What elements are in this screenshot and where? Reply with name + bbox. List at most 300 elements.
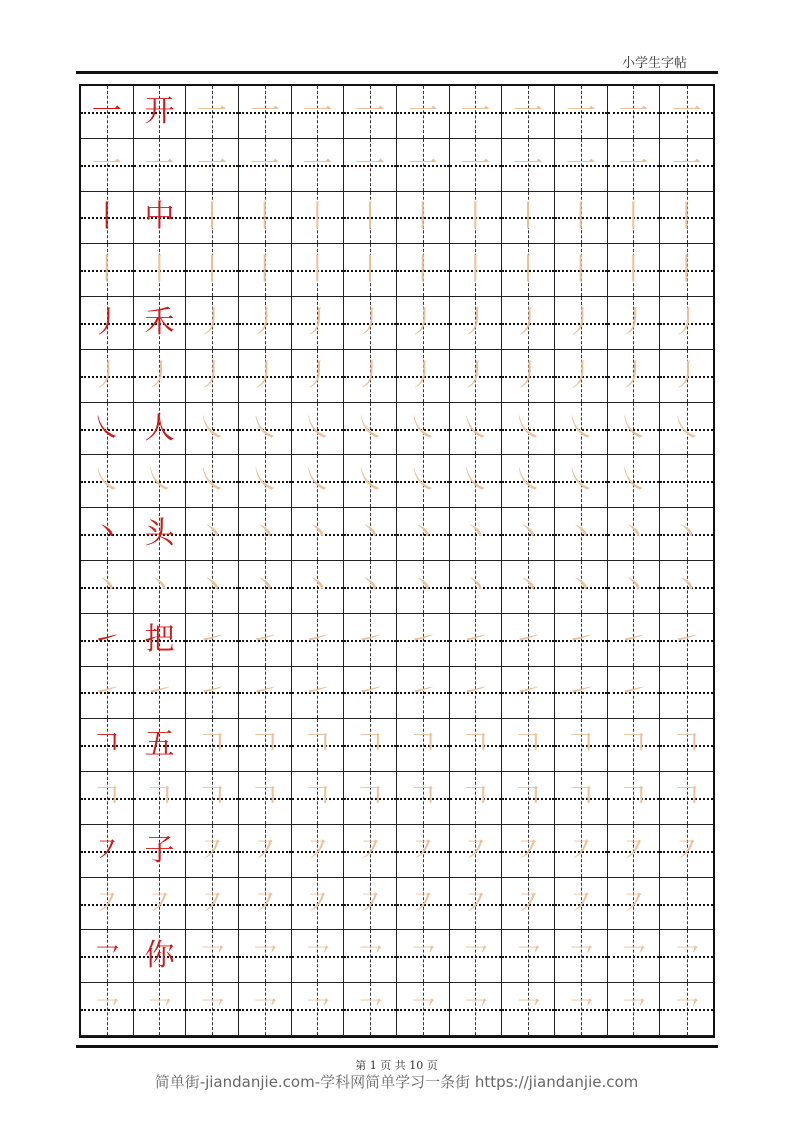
guide-stroke: 丨 — [618, 252, 649, 288]
guide-stroke: 一 — [249, 146, 280, 182]
grid-cell — [134, 508, 187, 561]
model-stroke: ㇖ — [91, 938, 122, 974]
model-stroke: 丨 — [91, 199, 122, 235]
guide-stroke: ㇖ — [355, 938, 386, 974]
guide-stroke: 𠃍 — [671, 779, 702, 815]
guide-stroke: ㇇ — [513, 832, 544, 868]
grid-cell — [239, 983, 292, 1036]
grid-cell — [502, 719, 555, 772]
guide-stroke: ㇀ — [407, 674, 438, 710]
grid-cell — [292, 455, 345, 508]
guide-stroke: 丨 — [513, 252, 544, 288]
guide-stroke: 丿 — [671, 357, 702, 393]
guide-stroke: 一 — [513, 93, 544, 129]
guide-stroke: 丶 — [197, 568, 228, 604]
grid-cell — [397, 350, 450, 403]
grid-cell — [660, 297, 713, 350]
guide-stroke: 丨 — [407, 252, 438, 288]
guide-stroke: 丶 — [407, 516, 438, 552]
grid-cell — [502, 508, 555, 561]
guide-stroke: ㇇ — [460, 832, 491, 868]
guide-stroke: ㇖ — [671, 991, 702, 1027]
guide-stroke: ㇏ — [460, 463, 491, 499]
grid-cell — [134, 244, 187, 297]
grid-cell — [450, 139, 503, 192]
guide-stroke: 丨 — [144, 252, 175, 288]
guide-stroke: ㇖ — [513, 938, 544, 974]
grid-cell — [555, 719, 608, 772]
grid-cell — [239, 139, 292, 192]
grid-cell — [81, 508, 134, 561]
model-stroke: ㇇ — [91, 832, 122, 868]
grid-cell — [450, 825, 503, 878]
guide-stroke: ㇀ — [91, 674, 122, 710]
grid-cell — [555, 983, 608, 1036]
grid-cell — [81, 455, 134, 508]
grid-cell — [450, 508, 503, 561]
guide-stroke: ㇖ — [618, 938, 649, 974]
grid-cell — [450, 878, 503, 931]
guide-stroke: 𠃍 — [460, 727, 491, 763]
grid-cell — [344, 244, 397, 297]
guide-stroke: 丿 — [249, 357, 280, 393]
grid-cell — [660, 455, 713, 508]
guide-stroke: ㇖ — [565, 938, 596, 974]
grid-cell — [344, 508, 397, 561]
guide-stroke: ㇇ — [407, 832, 438, 868]
grid-cell — [344, 825, 397, 878]
guide-stroke: 丿 — [565, 304, 596, 340]
guide-stroke: ㇀ — [513, 674, 544, 710]
grid-cell — [502, 244, 555, 297]
grid-cell — [134, 455, 187, 508]
grid-cell — [555, 139, 608, 192]
guide-stroke: 丶 — [513, 516, 544, 552]
grid-cell — [134, 930, 187, 983]
guide-stroke: ㇏ — [407, 410, 438, 446]
grid-cell — [186, 297, 239, 350]
grid-cell — [450, 403, 503, 456]
grid-cell — [608, 297, 661, 350]
grid-cell — [239, 508, 292, 561]
guide-stroke: ㇇ — [618, 885, 649, 921]
guide-stroke: ㇏ — [91, 463, 122, 499]
grid-cell — [344, 297, 397, 350]
grid-cell — [344, 455, 397, 508]
grid-cell — [239, 86, 292, 139]
grid-cell — [81, 825, 134, 878]
model-stroke: ㇏ — [91, 410, 122, 446]
guide-stroke: 一 — [302, 146, 333, 182]
header-rule — [76, 71, 718, 74]
guide-stroke: 一 — [618, 93, 649, 129]
guide-stroke: 丨 — [460, 252, 491, 288]
grid-cell — [502, 192, 555, 245]
guide-stroke: 丿 — [671, 304, 702, 340]
guide-stroke: ㇇ — [618, 832, 649, 868]
grid-cell — [292, 825, 345, 878]
guide-stroke: ㇇ — [460, 885, 491, 921]
guide-stroke: ㇀ — [355, 674, 386, 710]
grid-cell — [555, 772, 608, 825]
guide-stroke: 丿 — [460, 357, 491, 393]
guide-stroke: 𠃍 — [197, 727, 228, 763]
guide-stroke: ㇀ — [302, 674, 333, 710]
guide-stroke: 丶 — [355, 516, 386, 552]
guide-stroke: 丶 — [302, 516, 333, 552]
guide-stroke: 丿 — [302, 357, 333, 393]
grid-cell — [608, 667, 661, 720]
grid-cell — [239, 719, 292, 772]
grid-cell — [292, 878, 345, 931]
guide-stroke: ㇇ — [197, 885, 228, 921]
grid-cell — [239, 930, 292, 983]
guide-stroke: 丨 — [460, 199, 491, 235]
guide-stroke: 丨 — [302, 199, 333, 235]
grid-cell — [344, 350, 397, 403]
guide-stroke: 丿 — [407, 304, 438, 340]
grid-cell — [292, 667, 345, 720]
grid-cell — [344, 192, 397, 245]
grid-cell — [502, 297, 555, 350]
guide-stroke: 丿 — [355, 357, 386, 393]
grid-cell — [292, 192, 345, 245]
guide-stroke: ㇖ — [355, 991, 386, 1027]
guide-stroke: 𠃍 — [302, 779, 333, 815]
grid-cell — [81, 139, 134, 192]
grid-cell — [344, 139, 397, 192]
grid-cell — [344, 614, 397, 667]
guide-stroke: ㇀ — [197, 674, 228, 710]
grid-cell — [555, 192, 608, 245]
grid-cell — [502, 825, 555, 878]
guide-stroke: 丨 — [355, 199, 386, 235]
grid-cell — [555, 244, 608, 297]
guide-stroke: 𠃍 — [144, 779, 175, 815]
grid-cell — [660, 614, 713, 667]
guide-stroke: 𠃍 — [565, 727, 596, 763]
grid-cell — [186, 455, 239, 508]
guide-stroke: 丨 — [249, 252, 280, 288]
guide-stroke: ㇇ — [302, 832, 333, 868]
guide-stroke: 一 — [460, 93, 491, 129]
grid-cell — [660, 772, 713, 825]
guide-stroke: ㇏ — [355, 410, 386, 446]
grid-cell — [450, 983, 503, 1036]
grid-cell — [608, 192, 661, 245]
guide-stroke: ㇖ — [565, 991, 596, 1027]
grid-cell — [186, 86, 239, 139]
model-character: 人 — [144, 410, 175, 446]
guide-stroke: 一 — [302, 93, 333, 129]
grid-cell — [292, 86, 345, 139]
grid-cell — [502, 455, 555, 508]
grid-cell — [450, 561, 503, 614]
guide-stroke: 丨 — [618, 199, 649, 235]
grid-cell — [608, 508, 661, 561]
guide-stroke: ㇀ — [513, 621, 544, 657]
guide-stroke: 一 — [565, 146, 596, 182]
grid-cell — [660, 508, 713, 561]
grid-cell — [186, 614, 239, 667]
guide-stroke: 丶 — [513, 568, 544, 604]
grid-cell — [397, 297, 450, 350]
guide-stroke: ㇇ — [197, 832, 228, 868]
guide-stroke: ㇖ — [460, 991, 491, 1027]
grid-cell — [344, 561, 397, 614]
grid-cell — [660, 667, 713, 720]
guide-stroke: 丿 — [197, 304, 228, 340]
guide-stroke: 丨 — [513, 199, 544, 235]
guide-stroke: 𠃍 — [513, 727, 544, 763]
model-character: 把 — [144, 621, 175, 657]
grid-cell — [239, 403, 292, 456]
grid-cell — [239, 878, 292, 931]
grid-cell — [81, 561, 134, 614]
grid-cell — [292, 719, 345, 772]
guide-stroke: 一 — [565, 93, 596, 129]
grid-cell — [239, 350, 292, 403]
grid-cell — [450, 244, 503, 297]
grid-cell — [502, 86, 555, 139]
practice-grid — [79, 84, 715, 1038]
grid-cell — [397, 86, 450, 139]
grid-cell — [81, 772, 134, 825]
guide-stroke: ㇏ — [249, 463, 280, 499]
grid-cell — [81, 930, 134, 983]
guide-stroke: ㇖ — [460, 938, 491, 974]
grid-cell — [608, 139, 661, 192]
guide-stroke: ㇇ — [144, 885, 175, 921]
guide-stroke: 丶 — [302, 568, 333, 604]
guide-stroke: 𠃍 — [91, 779, 122, 815]
grid-cell — [397, 825, 450, 878]
grid-cell — [397, 561, 450, 614]
guide-stroke: 𠃍 — [407, 727, 438, 763]
grid-cell — [292, 508, 345, 561]
grid-cell — [660, 825, 713, 878]
guide-stroke: 一 — [460, 146, 491, 182]
grid-cell — [292, 297, 345, 350]
guide-stroke: 丨 — [671, 199, 702, 235]
grid-cell — [608, 86, 661, 139]
grid-cell — [555, 561, 608, 614]
guide-stroke: 丶 — [671, 516, 702, 552]
guide-stroke: ㇏ — [249, 410, 280, 446]
guide-stroke: ㇏ — [565, 463, 596, 499]
grid-cell — [81, 86, 134, 139]
grid-cell — [608, 403, 661, 456]
grid-cell — [344, 930, 397, 983]
grid-cell — [344, 772, 397, 825]
model-character: 你 — [144, 938, 175, 974]
grid-cell — [450, 455, 503, 508]
grid-cell — [555, 350, 608, 403]
guide-stroke: ㇖ — [91, 991, 122, 1027]
guide-stroke: 丿 — [460, 304, 491, 340]
grid-cell — [134, 297, 187, 350]
grid-cell — [81, 667, 134, 720]
guide-stroke: 丶 — [618, 516, 649, 552]
grid-cell — [134, 561, 187, 614]
guide-stroke: ㇏ — [302, 463, 333, 499]
grid-cell — [344, 719, 397, 772]
grid-cell — [397, 455, 450, 508]
model-character: 禾 — [144, 304, 175, 340]
guide-stroke: 丶 — [355, 568, 386, 604]
grid-cell — [344, 403, 397, 456]
grid-cell — [186, 508, 239, 561]
grid-cell — [186, 667, 239, 720]
guide-stroke: 丶 — [91, 568, 122, 604]
grid-cell — [660, 403, 713, 456]
grid-cell — [134, 719, 187, 772]
grid-cell — [660, 878, 713, 931]
grid-cell — [292, 614, 345, 667]
grid-cell — [608, 930, 661, 983]
guide-stroke: 𠃍 — [407, 779, 438, 815]
grid-cell — [292, 983, 345, 1036]
grid-cell — [344, 878, 397, 931]
guide-stroke: ㇀ — [460, 674, 491, 710]
grid-cell — [134, 139, 187, 192]
grid-cell — [292, 930, 345, 983]
grid-cell — [660, 139, 713, 192]
grid-cell — [239, 297, 292, 350]
guide-stroke: ㇀ — [249, 674, 280, 710]
guide-stroke: ㇀ — [144, 674, 175, 710]
guide-stroke: 丶 — [565, 568, 596, 604]
header-title: 小学生字帖 — [621, 56, 687, 71]
guide-stroke: ㇖ — [618, 991, 649, 1027]
guide-stroke: 丶 — [618, 568, 649, 604]
grid-cell — [450, 772, 503, 825]
guide-stroke: ㇀ — [460, 621, 491, 657]
grid-cell — [502, 139, 555, 192]
guide-stroke: 丿 — [91, 357, 122, 393]
grid-cell — [186, 930, 239, 983]
grid-cell — [555, 297, 608, 350]
model-stroke: ㇀ — [91, 621, 122, 657]
grid-cell — [608, 614, 661, 667]
grid-cell — [555, 403, 608, 456]
model-stroke: 一 — [91, 93, 122, 129]
grid-cell — [502, 561, 555, 614]
grid-cell — [555, 825, 608, 878]
guide-stroke: 丶 — [249, 516, 280, 552]
grid-cell — [134, 878, 187, 931]
grid-cell — [239, 561, 292, 614]
guide-stroke: ㇀ — [618, 621, 649, 657]
grid-cell — [502, 614, 555, 667]
model-character: 五 — [144, 727, 175, 763]
grid-cell — [502, 350, 555, 403]
guide-stroke: 一 — [671, 146, 702, 182]
guide-stroke: 丨 — [91, 252, 122, 288]
grid-cell — [502, 772, 555, 825]
guide-stroke: 一 — [513, 146, 544, 182]
model-character: 中 — [144, 199, 175, 235]
guide-stroke: ㇇ — [355, 832, 386, 868]
guide-stroke: 丶 — [407, 568, 438, 604]
guide-stroke: ㇀ — [302, 621, 333, 657]
grid-cell — [660, 930, 713, 983]
grid-cell — [186, 350, 239, 403]
grid-cell — [81, 297, 134, 350]
guide-stroke: ㇏ — [513, 463, 544, 499]
guide-stroke: ㇀ — [407, 621, 438, 657]
grid-cell — [186, 561, 239, 614]
grid-cell — [239, 772, 292, 825]
grid-cell — [555, 667, 608, 720]
guide-stroke: ㇖ — [513, 991, 544, 1027]
grid-cell — [397, 192, 450, 245]
grid-cell — [450, 614, 503, 667]
grid-cell — [555, 86, 608, 139]
grid-cell — [450, 667, 503, 720]
grid-cell — [608, 825, 661, 878]
guide-stroke: ㇀ — [618, 674, 649, 710]
grid-cell — [450, 86, 503, 139]
grid-cell — [608, 878, 661, 931]
grid-cell — [134, 403, 187, 456]
guide-stroke: 丨 — [355, 252, 386, 288]
grid-cell — [450, 297, 503, 350]
grid-cell — [450, 350, 503, 403]
grid-cell — [450, 192, 503, 245]
guide-stroke: ㇀ — [565, 621, 596, 657]
guide-stroke: ㇇ — [249, 832, 280, 868]
grid-cell — [239, 455, 292, 508]
guide-stroke: 丿 — [249, 304, 280, 340]
guide-stroke: 丿 — [565, 357, 596, 393]
grid-cell — [81, 350, 134, 403]
guide-stroke: 𠃍 — [460, 779, 491, 815]
grid-cell — [397, 983, 450, 1036]
grid-cell — [397, 878, 450, 931]
guide-stroke: ㇏ — [618, 410, 649, 446]
grid-cell — [660, 983, 713, 1036]
guide-stroke: 一 — [91, 146, 122, 182]
grid-cell — [555, 878, 608, 931]
grid-cell — [608, 719, 661, 772]
grid-cell — [239, 825, 292, 878]
guide-stroke: ㇏ — [355, 463, 386, 499]
grid-cell — [134, 350, 187, 403]
guide-stroke: 丿 — [144, 357, 175, 393]
guide-stroke: 丿 — [355, 304, 386, 340]
grid-cell — [397, 772, 450, 825]
grid-cell — [660, 561, 713, 614]
grid-cell — [81, 192, 134, 245]
guide-stroke: 一 — [144, 146, 175, 182]
guide-stroke: 𠃍 — [513, 779, 544, 815]
guide-stroke: ㇇ — [249, 885, 280, 921]
guide-stroke: ㇀ — [197, 621, 228, 657]
grid-cell — [292, 350, 345, 403]
guide-stroke: ㇏ — [618, 463, 649, 499]
guide-stroke: 丶 — [565, 516, 596, 552]
guide-stroke: 一 — [407, 146, 438, 182]
guide-stroke: 𠃍 — [302, 727, 333, 763]
guide-stroke: ㇖ — [407, 991, 438, 1027]
grid-cell — [292, 772, 345, 825]
guide-stroke: 丿 — [302, 304, 333, 340]
guide-stroke: ㇇ — [513, 885, 544, 921]
guide-stroke: ㇇ — [91, 885, 122, 921]
grid-cell — [660, 192, 713, 245]
grid-cell — [344, 86, 397, 139]
